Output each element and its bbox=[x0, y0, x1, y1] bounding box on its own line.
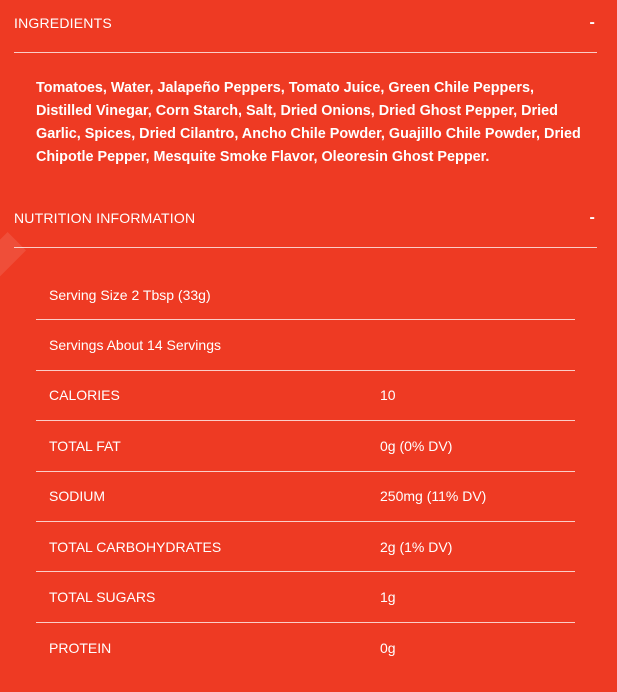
nutrient-value: 0g bbox=[380, 639, 396, 656]
ingredients-list: Tomatoes, Water, Jalapeño Peppers, Tomato Juice, Green Chile Peppers, Distilled Vinegar, Corn Starch, Salt, Dried Onions, Dried Ghost Pepper, Dried Garlic, Spices, Dried Cilantro, Ancho Chile Powder, Guajillo Chile Powder, Dried Chipotle Pepper, Mesquite Smoke Flavor, Oleoresin Ghost Pepper. bbox=[36, 80, 581, 165]
nutrient-label: TOTAL CARBOHYDRATES bbox=[49, 538, 222, 555]
ingredients-accordion-header[interactable] bbox=[14, 13, 597, 33]
table-row bbox=[36, 421, 575, 471]
nutrient-value: 0g (0% DV) bbox=[380, 437, 453, 454]
table-row bbox=[36, 371, 575, 421]
servings-per-container: Servings About 14 Servings bbox=[49, 337, 221, 354]
nutrient-label: PROTEIN bbox=[49, 639, 112, 656]
nutrient-label: CALORIES bbox=[49, 387, 120, 404]
nutrient-value: 2g (1% DV) bbox=[380, 538, 453, 555]
nutrient-label: TOTAL FAT bbox=[49, 437, 121, 454]
nutrition-title: NUTRITION INFORMATION bbox=[14, 210, 196, 226]
nutrition-table bbox=[36, 270, 575, 673]
nutrient-value: 1g bbox=[380, 589, 396, 606]
table-row bbox=[36, 270, 575, 320]
serving-size: Serving Size 2 Tbsp (33g) bbox=[49, 286, 211, 303]
table-row bbox=[36, 320, 575, 370]
nutrient-label: SODIUM bbox=[49, 488, 105, 505]
nutrient-value: 10 bbox=[380, 387, 396, 404]
table-row bbox=[36, 472, 575, 522]
table-row bbox=[36, 522, 575, 572]
nutrient-label: TOTAL SUGARS bbox=[49, 589, 156, 606]
table-row bbox=[36, 623, 575, 673]
divider bbox=[14, 52, 597, 53]
ingredients-title: INGREDIENTS bbox=[14, 15, 112, 31]
collapse-icon[interactable]: - bbox=[589, 14, 595, 31]
table-row bbox=[36, 572, 575, 622]
divider bbox=[14, 247, 597, 248]
nutrient-value: 250mg (11% DV) bbox=[380, 488, 487, 505]
decorative-stripe bbox=[0, 232, 26, 314]
collapse-icon[interactable]: - bbox=[589, 209, 595, 226]
nutrition-accordion-header[interactable] bbox=[14, 208, 597, 228]
